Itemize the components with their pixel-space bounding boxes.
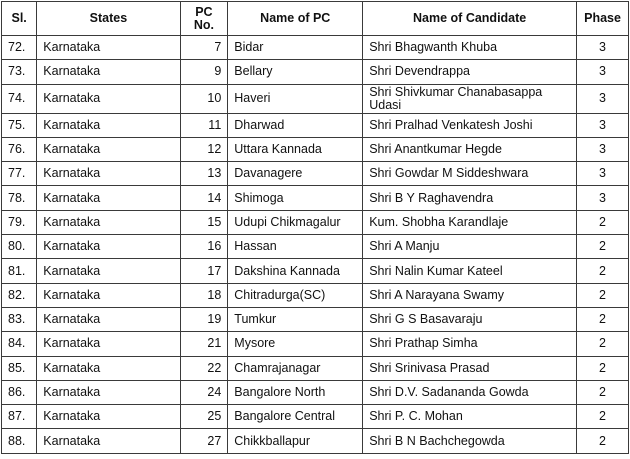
cell-pc-name: Chikkballapur	[228, 429, 363, 453]
cell-sl: 74.	[2, 84, 37, 113]
table-row	[2, 332, 629, 356]
cell-pc-name: Uttara Kannada	[228, 137, 363, 161]
table-row	[2, 259, 629, 283]
table-row	[2, 235, 629, 259]
cell-sl: 88.	[2, 429, 37, 453]
table-row	[2, 429, 629, 453]
cell-pc-no: 10	[180, 84, 228, 113]
cell-state: Karnataka	[37, 429, 180, 453]
cell-pc-name: Bellary	[228, 60, 363, 84]
cell-pc-no: 14	[180, 186, 228, 210]
table-row	[2, 162, 629, 186]
header-states: States	[37, 2, 180, 36]
cell-phase: 3	[577, 60, 629, 84]
cell-pc-name: Dharwad	[228, 113, 363, 137]
cell-sl: 73.	[2, 60, 37, 84]
cell-pc-no: 15	[180, 210, 228, 234]
table-row	[2, 380, 629, 404]
header-name-of-candidate: Name of Candidate	[363, 2, 577, 36]
cell-state: Karnataka	[37, 283, 180, 307]
header-name-of-pc: Name of PC	[228, 2, 363, 36]
cell-pc-no: 12	[180, 137, 228, 161]
cell-phase: 2	[577, 283, 629, 307]
table-row	[2, 36, 629, 60]
cell-candidate: Shri Gowdar M Siddeshwara	[363, 162, 577, 186]
header-row	[2, 2, 629, 36]
cell-candidate: Shri A Narayana Swamy	[363, 283, 577, 307]
cell-pc-no: 13	[180, 162, 228, 186]
cell-phase: 3	[577, 113, 629, 137]
cell-phase: 2	[577, 380, 629, 404]
cell-candidate: Kum. Shobha Karandlaje	[363, 210, 577, 234]
cell-state: Karnataka	[37, 332, 180, 356]
cell-candidate: Shri Srinivasa Prasad	[363, 356, 577, 380]
cell-state: Karnataka	[37, 380, 180, 404]
cell-state: Karnataka	[37, 259, 180, 283]
cell-pc-name: Bangalore North	[228, 380, 363, 404]
cell-pc-name: Mysore	[228, 332, 363, 356]
cell-candidate: Shri D.V. Sadananda Gowda	[363, 380, 577, 404]
cell-phase: 2	[577, 429, 629, 453]
table-row	[2, 283, 629, 307]
cell-pc-name: Bidar	[228, 36, 363, 60]
cell-candidate: Shri B Y Raghavendra	[363, 186, 577, 210]
cell-pc-no: 22	[180, 356, 228, 380]
cell-pc-name: Udupi Chikmagalur	[228, 210, 363, 234]
cell-phase: 2	[577, 405, 629, 429]
table-row	[2, 356, 629, 380]
cell-pc-no: 27	[180, 429, 228, 453]
cell-sl: 85.	[2, 356, 37, 380]
cell-state: Karnataka	[37, 210, 180, 234]
cell-pc-name: Davanagere	[228, 162, 363, 186]
cell-phase: 2	[577, 210, 629, 234]
cell-sl: 86.	[2, 380, 37, 404]
cell-sl: 84.	[2, 332, 37, 356]
cell-sl: 76.	[2, 137, 37, 161]
header-phase: Phase	[577, 2, 629, 36]
cell-state: Karnataka	[37, 186, 180, 210]
cell-phase: 3	[577, 36, 629, 60]
candidates-table	[1, 1, 629, 454]
cell-sl: 79.	[2, 210, 37, 234]
table-row	[2, 113, 629, 137]
cell-candidate: Shri G S Basavaraju	[363, 307, 577, 331]
cell-pc-name: Shimoga	[228, 186, 363, 210]
cell-sl: 72.	[2, 36, 37, 60]
cell-pc-no: 25	[180, 405, 228, 429]
cell-candidate: Shri Nalin Kumar Kateel	[363, 259, 577, 283]
cell-state: Karnataka	[37, 356, 180, 380]
cell-pc-no: 7	[180, 36, 228, 60]
cell-phase: 3	[577, 137, 629, 161]
table-row	[2, 405, 629, 429]
header-pc-no-line2: No.	[193, 17, 214, 32]
cell-sl: 81.	[2, 259, 37, 283]
cell-phase: 3	[577, 84, 629, 113]
cell-pc-no: 24	[180, 380, 228, 404]
cell-state: Karnataka	[37, 162, 180, 186]
cell-pc-name: Chamrajanagar	[228, 356, 363, 380]
cell-state: Karnataka	[37, 137, 180, 161]
cell-sl: 87.	[2, 405, 37, 429]
cell-candidate: Shri P. C. Mohan	[363, 405, 577, 429]
cell-pc-no: 21	[180, 332, 228, 356]
cell-pc-name: Haveri	[228, 84, 363, 113]
table-row	[2, 60, 629, 84]
table-row	[2, 307, 629, 331]
table-row	[2, 186, 629, 210]
cell-candidate: Shri A Manju	[363, 235, 577, 259]
cell-state: Karnataka	[37, 113, 180, 137]
cell-phase: 2	[577, 332, 629, 356]
cell-candidate: Shri B N Bachchegowda	[363, 429, 577, 453]
cell-pc-name: Bangalore Central	[228, 405, 363, 429]
cell-pc-name: Dakshina Kannada	[228, 259, 363, 283]
cell-phase: 2	[577, 259, 629, 283]
cell-candidate: Shri Prathap Simha	[363, 332, 577, 356]
cell-pc-name: Hassan	[228, 235, 363, 259]
cell-sl: 75.	[2, 113, 37, 137]
cell-state: Karnataka	[37, 36, 180, 60]
cell-pc-name: Tumkur	[228, 307, 363, 331]
cell-state: Karnataka	[37, 307, 180, 331]
cell-pc-name: Chitradurga(SC)	[228, 283, 363, 307]
cell-sl: 80.	[2, 235, 37, 259]
cell-phase: 3	[577, 162, 629, 186]
cell-state: Karnataka	[37, 405, 180, 429]
cell-pc-no: 9	[180, 60, 228, 84]
cell-candidate: Shri Pralhad Venkatesh Joshi	[363, 113, 577, 137]
cell-sl: 82.	[2, 283, 37, 307]
cell-pc-no: 11	[180, 113, 228, 137]
cell-pc-no: 16	[180, 235, 228, 259]
cell-sl: 77.	[2, 162, 37, 186]
table-row	[2, 210, 629, 234]
cell-state: Karnataka	[37, 84, 180, 113]
cell-candidate: Shri Devendrappa	[363, 60, 577, 84]
cell-candidate: Shri Shivkumar Chanabasappa Udasi	[363, 84, 577, 113]
table-row	[2, 137, 629, 161]
cell-phase: 3	[577, 186, 629, 210]
header-pc-no-line1: PC	[195, 4, 213, 19]
header-sl: Sl.	[2, 2, 37, 36]
table-row	[2, 84, 629, 113]
cell-sl: 78.	[2, 186, 37, 210]
cell-phase: 2	[577, 307, 629, 331]
cell-candidate: Shri Bhagwanth Khuba	[363, 36, 577, 60]
cell-pc-no: 17	[180, 259, 228, 283]
cell-sl: 83.	[2, 307, 37, 331]
cell-state: Karnataka	[37, 60, 180, 84]
cell-phase: 2	[577, 356, 629, 380]
cell-candidate: Shri Anantkumar Hegde	[363, 137, 577, 161]
cell-pc-no: 18	[180, 283, 228, 307]
cell-state: Karnataka	[37, 235, 180, 259]
header-pc-no	[180, 2, 228, 36]
cell-pc-no: 19	[180, 307, 228, 331]
cell-phase: 2	[577, 235, 629, 259]
